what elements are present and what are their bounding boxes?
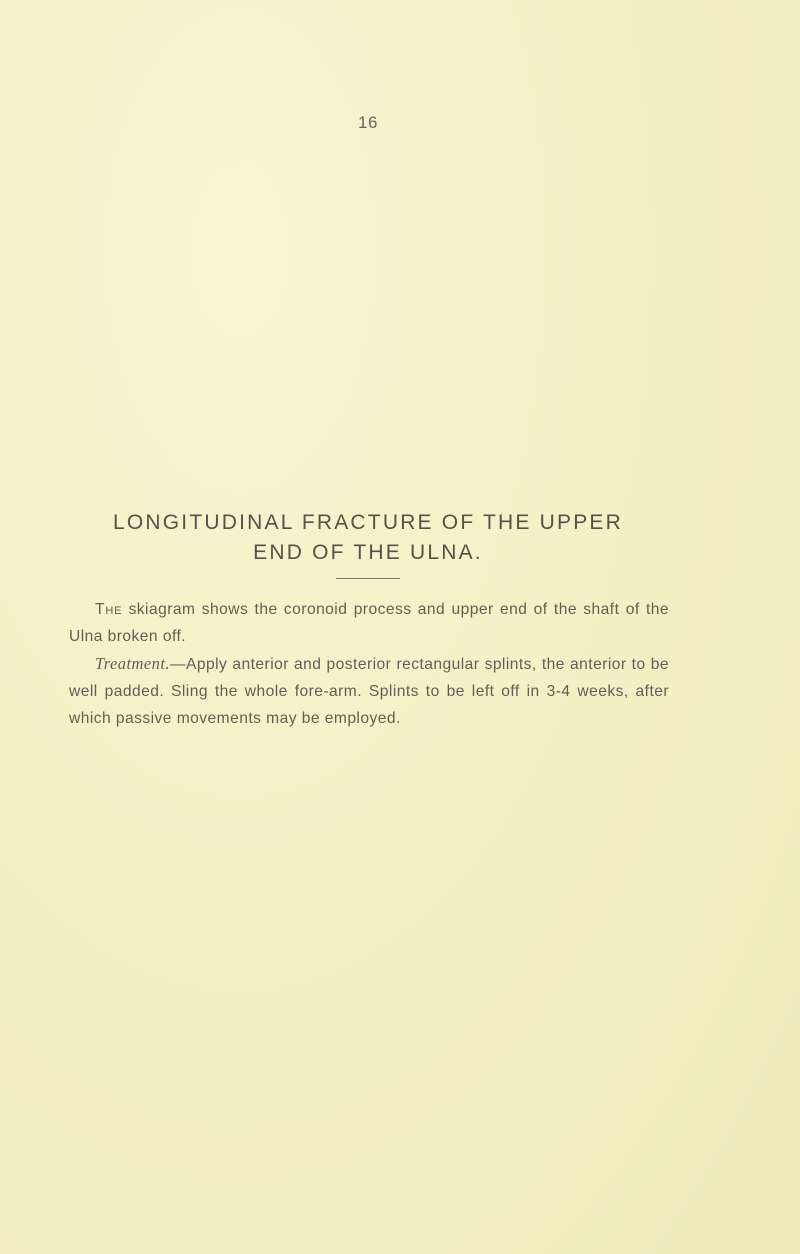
title-line-2: END OF THE ULNA.	[253, 541, 483, 564]
treatment-text: —Apply anterior and posterior rectangular splints, the anterior to be well padded. Sling the whole fore-arm. Splints to be left off in 3-4 weeks, after which passive movements may be employed.	[69, 656, 669, 727]
description-text: skiagram shows the coronoid process and upper end of the shaft of the Ulna broken off.	[69, 601, 669, 645]
page-number: 16	[358, 113, 378, 132]
treatment-label: Treatment.	[95, 654, 170, 673]
article-body	[69, 596, 669, 732]
article-title	[0, 508, 736, 568]
title-divider-rule	[336, 578, 400, 579]
title-line-1: LONGITUDINAL FRACTURE OF THE UPPER	[112, 511, 624, 534]
description-paragraph	[69, 596, 669, 650]
treatment-paragraph	[69, 650, 669, 732]
description-lead-word: The	[95, 601, 123, 618]
